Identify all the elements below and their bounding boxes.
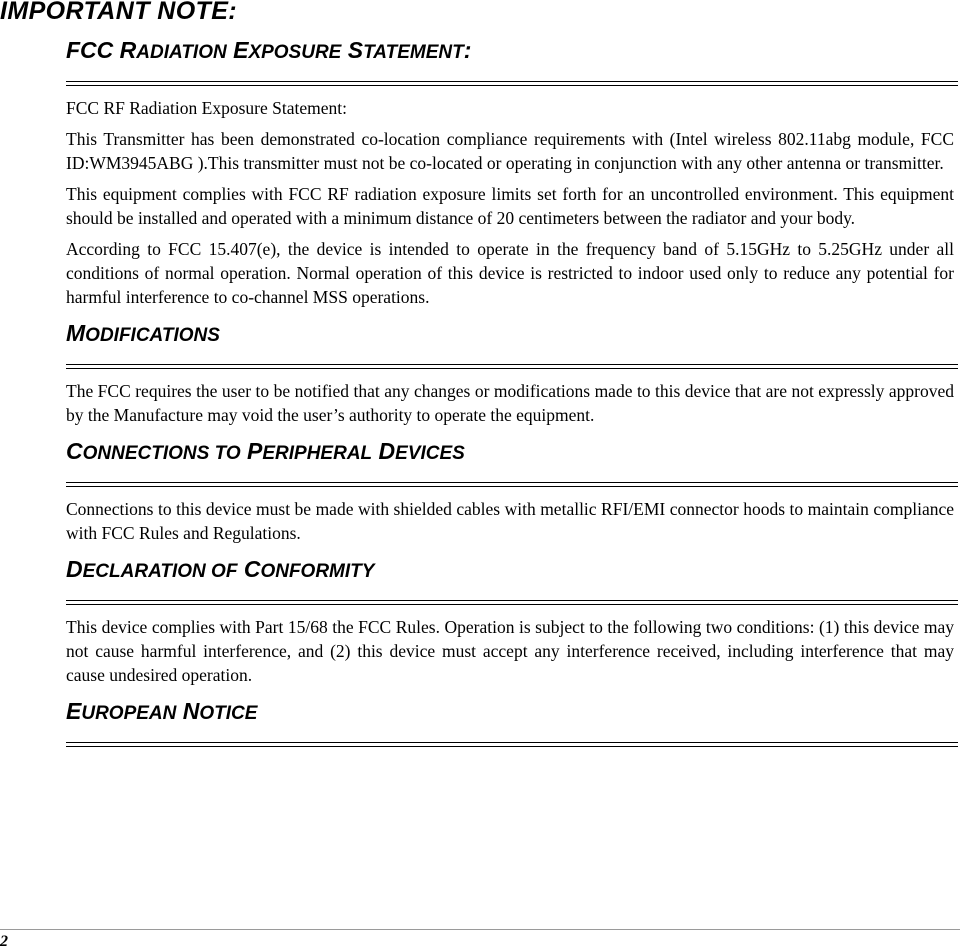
page-number: 2	[0, 933, 8, 950]
paragraph: This Transmitter has been demonstrated co-location compliance requirements with (Intel wireless 802.11abg module, FCC ID:WM3945ABG ).This transmitter must not be co-located or operating in conjunction with any other antenna or transmitter.	[66, 129, 954, 173]
section-divider	[66, 364, 958, 369]
paragraph: Connections to this device must be made with shielded cables with metallic RFI/EMI connector hoods to maintain compliance with FCC Rules and Regulations.	[66, 499, 954, 543]
paragraph: The FCC requires the user to be notified that any changes or modifications made to this device that are not expressly approved by the Manufacture may void the user’s authority to operate the equipment.	[66, 381, 954, 425]
paragraph: FCC RF Radiation Exposure Statement:	[66, 98, 347, 118]
page-title: IMPORTANT NOTE:	[0, 0, 238, 25]
section-heading-declaration-of-conformity: DECLARATION OF CONFORMITY	[66, 556, 375, 582]
section-divider	[66, 600, 958, 605]
paragraph: This equipment complies with FCC RF radiation exposure limits set forth for an uncontrolled environment. This equipment should be installed and operated with a minimum distance of 20 centimeters between the radiator and your body.	[66, 184, 954, 228]
section-divider	[66, 81, 958, 86]
footer-divider	[0, 929, 960, 930]
document-body	[66, 33, 958, 757]
paragraph: According to FCC 15.407(e), the device is intended to operate in the frequency band of 5.15GHz to 5.25GHz under all conditions of normal operation. Normal operation of this device is restricted to indoor used only to reduce any potential for harmful interference to co-channel MSS operations.	[66, 239, 954, 307]
section-divider	[66, 742, 958, 747]
section-heading-fcc-radiation-exposure: FCC RADIATION EXPOSURE STATEMENT:	[66, 37, 472, 63]
section-heading-connections: CONNECTIONS TO PERIPHERAL DEVICES	[66, 438, 465, 464]
section-divider	[66, 482, 958, 487]
section-heading-european-notice: EUROPEAN NOTICE	[66, 698, 258, 724]
section-heading-modifications: MODIFICATIONS	[66, 320, 220, 346]
paragraph: This device complies with Part 15/68 the FCC Rules. Operation is subject to the following two conditions: (1) this device may not cause harmful interference, and (2) this device must accept any interference received, including interference that may cause undesired operation.	[66, 617, 954, 685]
